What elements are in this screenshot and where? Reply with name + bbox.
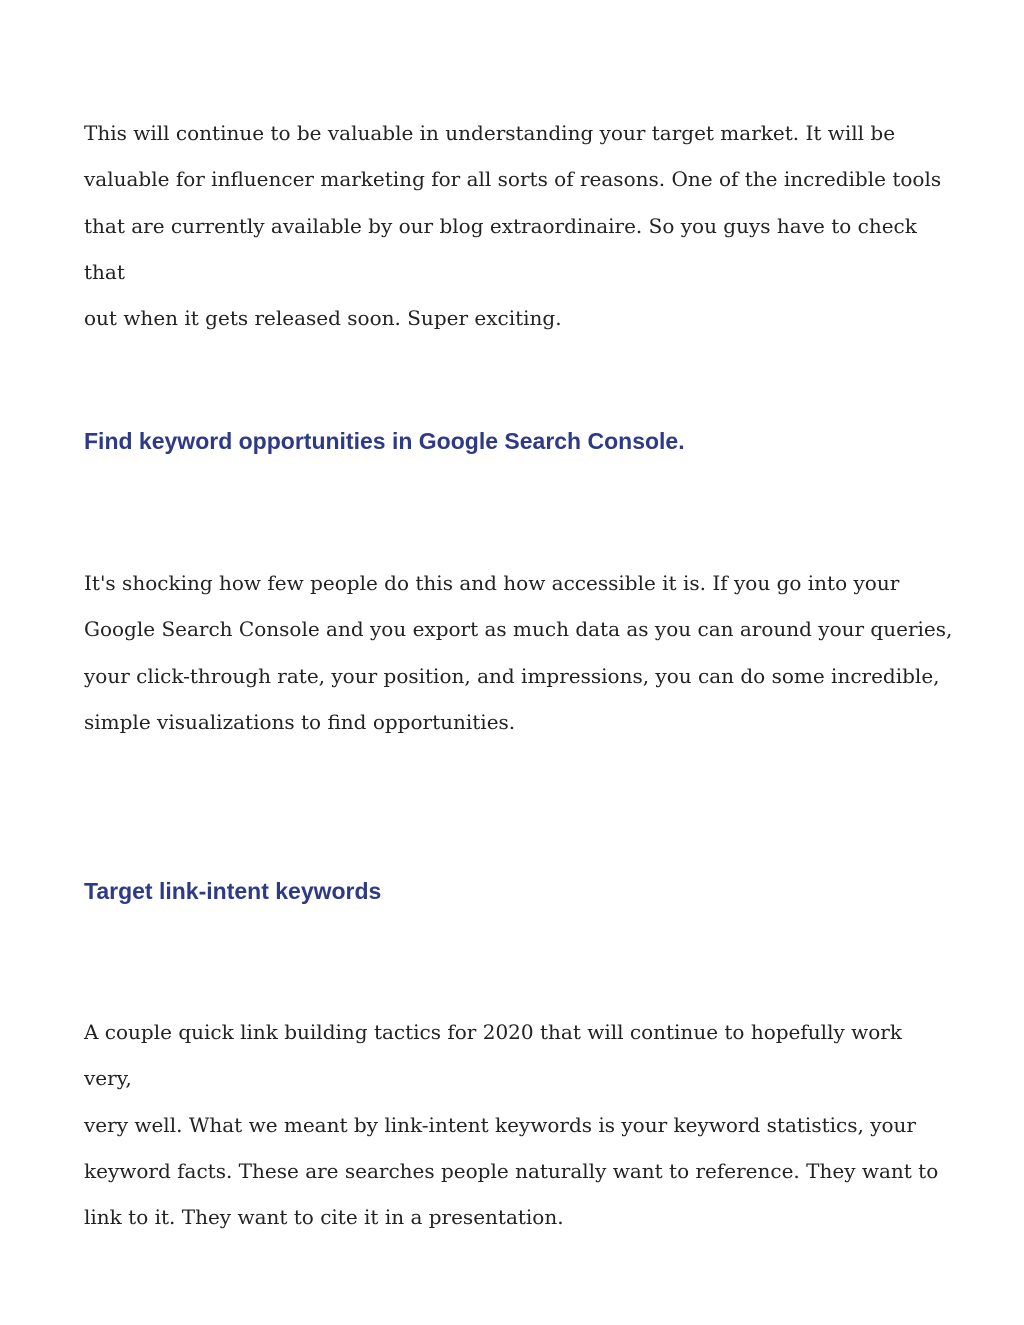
- body-paragraph: A couple quick link building tactics for 2020 that will continue to hopefully work very, very well. What we meant by link-intent keywords is your keyword statistics, your keyword facts. These are searches people naturally want to reference. They want to link to it. They want to cite it in a presentation.: [84, 1020, 939, 1230]
- body-paragraph: It's shocking how few people do this and how accessible it is. If you go into your Google Search Console and you export as much data as you can around your queries, your click-through rate, your position, and impressions, you can do some incredible, simple visualizations to find opportunities.: [84, 571, 953, 734]
- section-heading: Target link-intent keywords: [84, 878, 382, 904]
- section-heading: Find keyword opportunities in Google Search Console.: [84, 428, 685, 454]
- body-paragraph: This will continue to be valuable in understanding your target market. It will be valuable for influencer marketing for all sorts of reasons. One of the incredible tools that are currently available by our blog extraordinaire. So you guys have to check that out when it gets released soon. Super exciting.: [84, 121, 942, 331]
